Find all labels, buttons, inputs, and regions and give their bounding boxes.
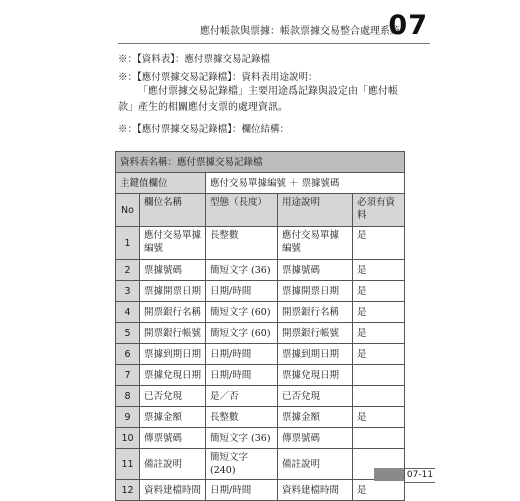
primary-key-label: 主鍵值欄位	[116, 173, 206, 194]
row-required	[353, 386, 405, 407]
header-divider	[118, 43, 430, 44]
row-field-name: 資料建檔時間	[140, 480, 206, 501]
row-field-name: 票據號碼	[140, 260, 206, 281]
row-no: 5	[116, 323, 140, 344]
page-number-bar	[374, 468, 404, 481]
row-type: 簡短文字 (60)	[206, 302, 278, 323]
row-field-name: 票據兌現日期	[140, 365, 206, 386]
table-row	[116, 449, 405, 480]
row-type: 日期/時間	[206, 365, 278, 386]
table-row	[116, 260, 405, 281]
field-structure-heading: ※：【應付票據交易記錄檔】：欄位結構：	[118, 124, 290, 135]
row-field-name: 備註說明	[140, 449, 206, 480]
row-field-name: 已否兌現	[140, 386, 206, 407]
row-no: 10	[116, 428, 140, 449]
row-required: 是	[353, 227, 405, 260]
row-required	[353, 428, 405, 449]
table-row	[116, 365, 405, 386]
row-no: 12	[116, 480, 140, 501]
row-required: 是	[353, 480, 405, 501]
row-no: 7	[116, 365, 140, 386]
row-usage: 票據開票日期	[278, 281, 353, 302]
table-row	[116, 344, 405, 365]
row-no: 1	[116, 227, 140, 260]
row-field-name: 傳票號碼	[140, 428, 206, 449]
column-header-row	[116, 194, 405, 227]
row-required: 是	[353, 260, 405, 281]
table-row	[116, 428, 405, 449]
row-no: 8	[116, 386, 140, 407]
description-text: 「應付票據交易記錄檔」主要用途爲記錄與設定由「應付帳款」產生的相關應付支票的處理資訊。	[118, 86, 398, 113]
header-type: 型態（長度）	[206, 194, 278, 227]
row-no: 2	[116, 260, 140, 281]
row-no: 6	[116, 344, 140, 365]
table-purpose-heading: ※：【應付票據交易記錄檔】：資料表用途說明：	[118, 72, 318, 83]
header-usage: 用途說明	[278, 194, 353, 227]
table-row	[116, 323, 405, 344]
row-usage: 票據到期日期	[278, 344, 353, 365]
row-type: 簡短文字 (36)	[206, 428, 278, 449]
page-header	[0, 0, 520, 50]
table-title: 資料表名稱：應付票據交易記錄檔	[116, 152, 405, 173]
row-type: 日期/時間	[206, 344, 278, 365]
row-type: 簡短文字 (240)	[206, 449, 278, 480]
running-title: 應付帳款與票據：帳款票據交易整合處理系統	[200, 26, 400, 37]
row-field-name: 票據到期日期	[140, 344, 206, 365]
row-no: 3	[116, 281, 140, 302]
chapter-number: 07	[388, 10, 428, 41]
row-usage: 票據號碼	[278, 260, 353, 281]
field-structure-table	[115, 151, 405, 501]
row-usage: 開票銀行帳號	[278, 323, 353, 344]
row-no: 4	[116, 302, 140, 323]
table-row	[116, 281, 405, 302]
row-usage: 資料建檔時間	[278, 480, 353, 501]
row-usage: 備註說明	[278, 449, 353, 480]
header-required: 必須有資料	[353, 194, 405, 227]
row-field-name: 開票銀行帳號	[140, 323, 206, 344]
row-field-name: 票據開票日期	[140, 281, 206, 302]
row-field-name: 開票銀行名稱	[140, 302, 206, 323]
row-field-name: 票據金額	[140, 407, 206, 428]
row-field-name: 應付交易單據編號	[140, 227, 206, 260]
row-type: 日期/時間	[206, 281, 278, 302]
table-purpose-paragraph	[118, 84, 408, 116]
row-usage: 票據金額	[278, 407, 353, 428]
primary-key-value: 應付交易單據編號 ＋ 票據號碼	[206, 173, 405, 194]
row-required: 是	[353, 302, 405, 323]
row-usage: 開票銀行名稱	[278, 302, 353, 323]
header-no: No	[116, 194, 140, 227]
row-type: 長整數	[206, 407, 278, 428]
row-type: 長整數	[206, 227, 278, 260]
table-name-line: ※：【資料表】：應付票據交易記錄檔	[118, 54, 271, 65]
row-required: 是	[353, 323, 405, 344]
primary-key-row	[116, 173, 405, 194]
row-required: 是	[353, 407, 405, 428]
row-required: 是	[353, 344, 405, 365]
row-type: 簡短文字 (60)	[206, 323, 278, 344]
row-usage: 票據兌現日期	[278, 365, 353, 386]
row-required: 是	[353, 281, 405, 302]
table-row	[116, 386, 405, 407]
row-type: 日期/時間	[206, 480, 278, 501]
table-row	[116, 227, 405, 260]
table-title-row	[116, 152, 405, 173]
page-number: 07-11	[405, 468, 435, 483]
row-usage: 應付交易單據編號	[278, 227, 353, 260]
row-required	[353, 365, 405, 386]
table-row	[116, 302, 405, 323]
row-no: 11	[116, 449, 140, 480]
table-row	[116, 407, 405, 428]
row-no: 9	[116, 407, 140, 428]
row-usage: 傳票號碼	[278, 428, 353, 449]
row-usage: 已否兌現	[278, 386, 353, 407]
row-type: 是／否	[206, 386, 278, 407]
header-field-name: 欄位名稱	[140, 194, 206, 227]
row-type: 簡短文字 (36)	[206, 260, 278, 281]
table-row	[116, 480, 405, 501]
